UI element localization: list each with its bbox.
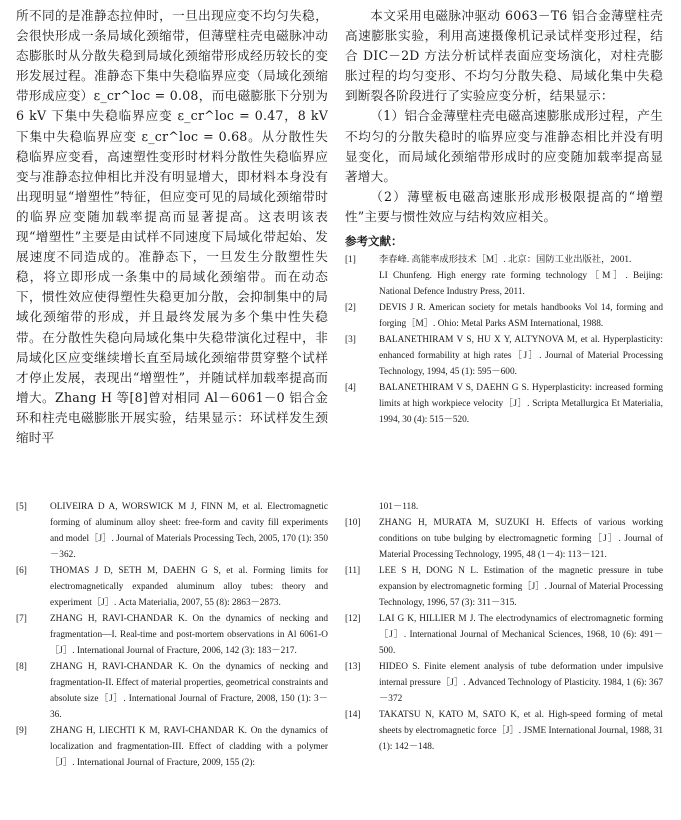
reference-number: [3]: [345, 335, 356, 346]
reference-text: BALANETHIRAM V S, DAEHN G S. Hyperplasticity: increased forming limits at high workpiece velocity［J］. Scripta Metallurgica Et Materialia, 1994, 30 (4): 515－520.: [379, 383, 663, 426]
reference-translation: LI Chunfeng. High energy rate forming technology［M］. Beijing: National Defence Industry Press, 2011.: [379, 271, 663, 298]
reference-item: [345, 300, 663, 332]
reference-item: [16, 499, 328, 563]
reference-number: [5]: [16, 502, 27, 512]
reference-text: BALANETHIRAM V S, HU X Y, ALTYNOVA M, et al. Hyperplasticity: enhanced formability at high rates［J］. Journal of Material Processing Technology, 1994, 45 (1): 595－600.: [379, 335, 663, 378]
reference-number: [8]: [16, 662, 27, 672]
reference-text: THOMAS J D, SETH M, DAEHN G S, et al. Forming limits for electromagnetically expanded aluminum alloy tubes: theory and experiment［J］. Acta Materialia, 2007, 55 (8): 2863－2873.: [50, 566, 328, 608]
reference-text: ZHANG H, RAVI-CHANDAR K. On the dynamics of necking and fragmentation—I. Real-time and post-mortem observations in Al 6061-O［J］. International Journal of Fracture, 2006, 142 (3): 183－217.: [50, 614, 328, 656]
reference-text: LAI G K, HILLIER M J. The electrodynamics of electromagnetic forming［J］. International Journal of Mechanical Sciences, 1968, 10 (6): 491－500.: [379, 614, 663, 656]
reference-number: [10]: [345, 518, 361, 528]
reference-item: [345, 563, 663, 611]
reference-item: [16, 563, 328, 611]
reference-number: [6]: [16, 566, 27, 576]
reference-item: [345, 380, 663, 428]
reference-item: [16, 611, 328, 659]
reference-text: HIDEO S. Finite element analysis of tube deformation under impulsive internal pressure［J］. Advanced Technology of Plasticity. 1984, 1 (6): 367－372: [379, 662, 663, 704]
reference-number: [13]: [345, 662, 361, 672]
reference-item: [345, 707, 663, 755]
reference-item: [345, 611, 663, 659]
left-column-body: [16, 6, 328, 448]
reference-number: [2]: [345, 303, 356, 314]
reference-number: [12]: [345, 614, 361, 624]
reference-number: [14]: [345, 710, 361, 720]
reference-text: DEVIS J R. American society for metals handbooks Vol 14, forming and forging［M］. Ohio: Metal Parks ASM International, 1988.: [379, 303, 663, 330]
reference-item: [345, 659, 663, 707]
conclusion-1: （1）铝合金薄壁柱壳电磁高速膨胀成形过程，产生不均匀的分散失稳时的临界应变与准静态相比并没有明显变化，而局域化颈缩带形成时的应变随加载率提高显著增大。: [345, 108, 663, 184]
right-column-top: [345, 6, 663, 428]
reference-item: [345, 515, 663, 563]
references-list-left: [16, 499, 328, 771]
reference-text: LEE S H, DONG N L. Estimation of the magnetic pressure in tube expansion by electromagnetic forming［J］. Journal of Material Processing Technology, 1996, 57 (3): 311－315.: [379, 566, 663, 608]
ref-9-continued: 101－118.: [379, 502, 419, 512]
references-list-right-bottom: [345, 499, 663, 755]
reference-item: [16, 723, 328, 771]
body-paragraph: 所不同的是准静态拉伸时，一旦出现应变不均匀失稳，会很快形成一条局域化颈缩带，但薄壁柱壳电磁脉冲动态膨胀时从分散失稳到局域化颈缩带形成经历较长的变形发展过程。准静态下集中失稳临界应变（局域化颈缩带形成应变）ε_cr^loc = 0.08，而电磁膨胀下分别为 6 kV 下集中失稳临界应变 ε_cr^loc = 0.47，8 kV 下集中失稳临界应变 ε_cr^loc = 0.68。从分散性失稳临界应变看，高速塑性变形时材料分散性失稳临界应变与准静态拉伸相比并没有明显增大，即材料本身没有出现明显“增塑性”特征，但应变可见的局域化颈缩带时的临界应变随加载率提高而显著提高。这表明该表现“增塑性”主要是由试样不同速度下局域化带起始、发展速度不同造成的。准静态下，一旦发生分散塑性失稳，将立即形成一条集中的局域化颈缩带。而在动态下，惯性效应使得塑性失稳更加分散，会抑制集中的局域化颈缩带的形成，并且最终发展为多个集中性失稳带。在分散性失稳向局域化集中失稳带演化过程中，非局域化区应变继续增长直至局域化颈缩带贯穿整个试样才停止发展，表现出“增塑性”，并随试样加载率提高而增大。Zhang H 等[8]曾对相同 Al－6061－0 铝合金环和柱壳电磁膨胀开展实验，结果显示：环试样发生颈缩时平: [16, 8, 328, 445]
reference-number: [11]: [345, 566, 361, 576]
reference-item: [16, 659, 328, 723]
reference-text: 李春峰. 高能率成形技术［M］. 北京：国防工业出版社，2001.: [379, 255, 632, 266]
reference-text: TAKATSU N, KATO M, SATO K, et al. High-speed forming of metal sheets by electromagnetic force［J］. JSME International Journal, 1988, 31 (1): 142－148.: [379, 710, 663, 752]
reference-text: ZHANG H, MURATA M, SUZUKI H. Effects of various working conditions on tube bulging by electromagnetic forming［J］. Journal of Material Processing Technology, 1995, 48 (1－4): 113－121.: [379, 518, 663, 560]
references-heading: 参考文献：: [345, 234, 403, 249]
reference-number: [4]: [345, 383, 356, 394]
reference-item: [345, 252, 663, 268]
reference-number: [1]: [345, 255, 356, 266]
reference-item: [345, 332, 663, 380]
reference-text: ZHANG H, LIECHTI K M, RAVI-CHANDAR K. On the dynamics of localization and fragmentation-III. Effect of cladding with a polymer［J］. International Journal of Fracture, 2009, 155 (2):: [50, 726, 328, 768]
conclusion-2: （2）薄壁板电磁高速胀形成形极限提高的“增塑性”主要与惯性效应与结构效应相关。: [345, 188, 663, 224]
reference-number: [7]: [16, 614, 27, 624]
intro-paragraph: 本文采用电磁脉冲驱动 6063－T6 铝合金薄壁柱壳高速膨胀实验，利用高速摄像机记录试样变形过程，结合 DIC－2D 方法分析试样表面应变场演化，对柱壳膨胀过程的均匀变形、不均匀分散失稳、局域化集中失稳到断裂各阶段进行了实验应变分析，结果显示：: [345, 8, 663, 104]
reference-number: [9]: [16, 726, 27, 736]
reference-text: OLIVEIRA D A, WORSWICK M J, FINN M, et al. Electromagnetic forming of aluminum alloy sheet: free-form and cavity fill experiments and model［J］. Journal of Materials Processing Tech, 2005, 170 (1): 350－362.: [50, 502, 328, 560]
references-list-right-top: [345, 252, 663, 428]
reference-text: ZHANG H, RAVI-CHANDAR K. On the dynamics of necking and fragmentation-II. Effect of material properties, geometrical constraints and absolute size［J］. International Journal of Fracture, 2008, 150 (1): 3－36.: [50, 662, 328, 720]
